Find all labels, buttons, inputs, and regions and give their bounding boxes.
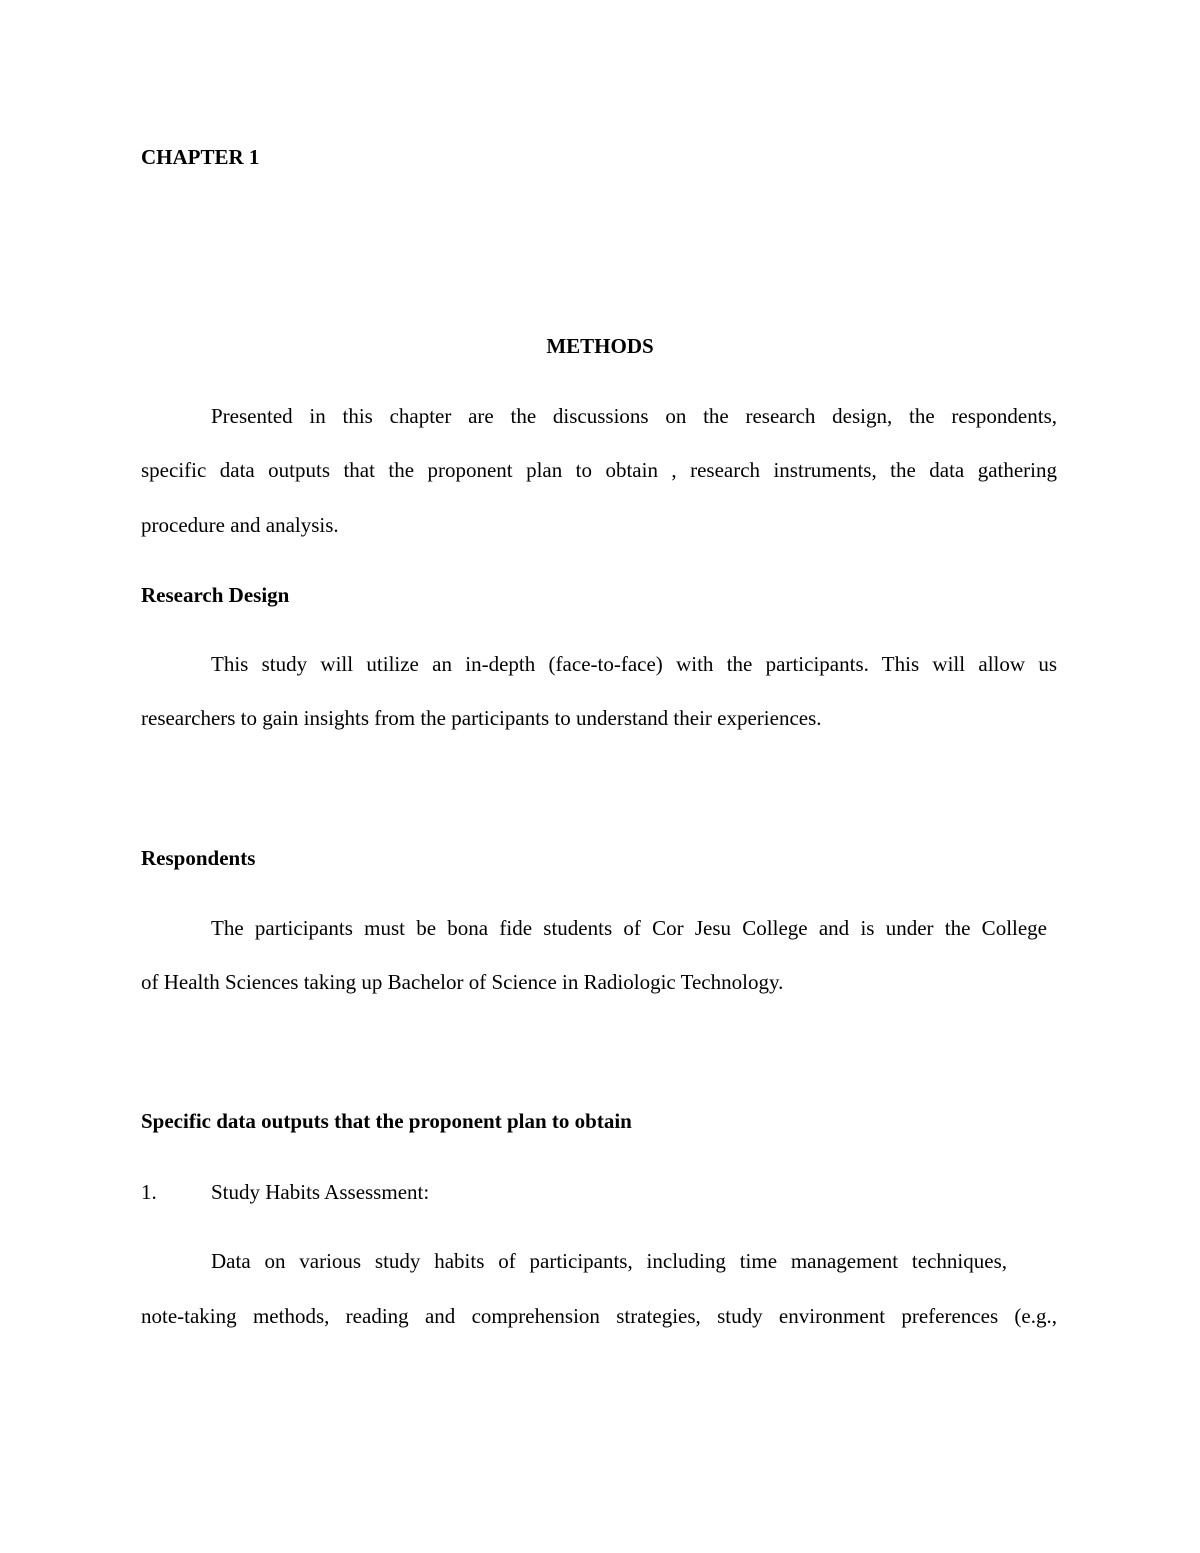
intro-line-2: specific data outputs that the proponent plan to obtain , research instruments, the data gathering	[141, 458, 1057, 482]
respondents-line-1: The participants must be bona fide students of Cor Jesu College and is under the College	[211, 916, 1047, 940]
study-habits-line-1: Data on various study habits of participants, including time management techniques,	[211, 1249, 1007, 1273]
list-item-number: 1.	[141, 1180, 157, 1204]
research-design-line-1: This study will utilize an in-depth (face-to-face) with the participants. This will allow us	[211, 652, 1057, 676]
respondents-heading: Respondents	[141, 846, 256, 870]
intro-line-3: procedure and analysis.	[141, 513, 339, 537]
research-design-heading: Research Design	[141, 583, 290, 607]
intro-line-1: Presented in this chapter are the discussions on the research design, the respondents,	[211, 404, 1057, 428]
list-item-title: Study Habits Assessment:	[211, 1180, 430, 1204]
study-habits-line-2: note-taking methods, reading and comprehension strategies, study environment preferences (e.g.,	[141, 1304, 1057, 1328]
section-title: METHODS	[546, 334, 654, 358]
data-outputs-heading: Specific data outputs that the proponent plan to obtain	[141, 1109, 632, 1133]
chapter-label: CHAPTER 1	[141, 145, 260, 169]
respondents-line-2: of Health Sciences taking up Bachelor of Science in Radiologic Technology.	[141, 970, 784, 994]
research-design-line-2: researchers to gain insights from the participants to understand their experiences.	[141, 706, 822, 730]
